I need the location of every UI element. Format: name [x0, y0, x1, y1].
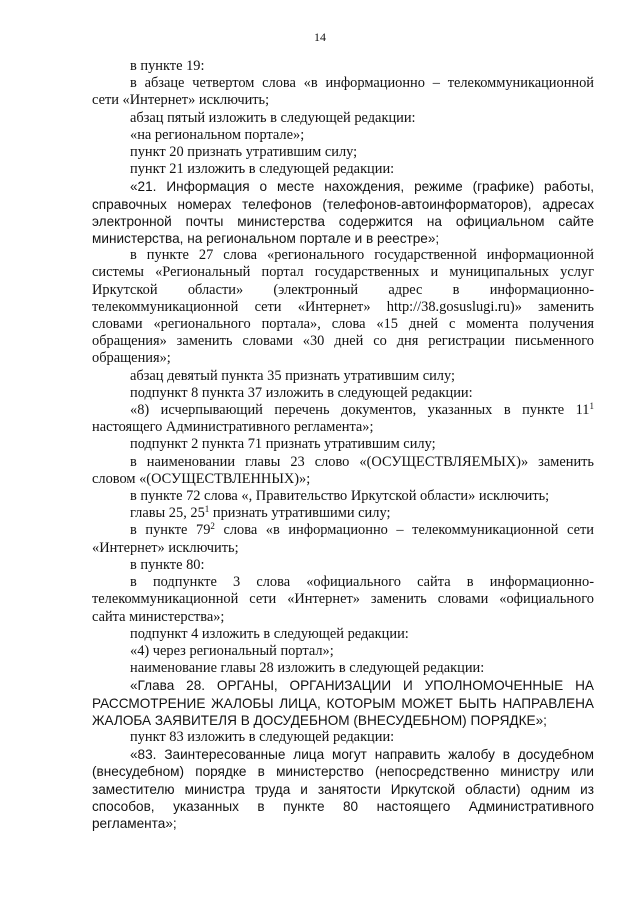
paragraph: в пункте $79^2$ слова «в информационно – телекоммуникационной сети «Интернет» исключить; [92, 521, 594, 556]
paragraph: пункт 83 изложить в следующей редакции: [130, 728, 395, 745]
paragraph: «21. Информация о месте нахождения, режиме (графике) работы, справочных номерах телефонов (телефонов-автоинформаторов), адресах электронной почты министерства содержится на официальном сайте министерства, на региональном портале и в реестре»; [92, 179, 594, 247]
paragraph: подпункт 4 изложить в следующей редакции: [130, 625, 409, 642]
paragraph: в пункте 19: [130, 58, 205, 74]
paragraph: пункт 21 изложить в следующей редакции: [130, 161, 395, 178]
paragraph: «8) исчерпывающий перечень документов, указанных в пункте $11^1$ настоящего Административного регламента»; [92, 401, 594, 436]
paragraph: подпункт 2 пункта 71 признать утратившим силу; [130, 436, 436, 453]
document-body [92, 58, 594, 832]
paragraph: «83. Заинтересованные лица могут направить жалобу в досудебном (внесудебном) порядке в министерство (непосредственно министру или заместителю министра труда и занятости Иркутской области) одним из способов, указанных в пункте 80 настоящего Административного регламента»; [92, 747, 594, 831]
paragraph: наименование главы 28 изложить в следующей редакции: [130, 660, 485, 677]
paragraph: главы 25, $25^1$ признать утратившими силу; [130, 504, 391, 522]
paragraph: абзац девятый пункта 35 признать утратившим силу; [130, 367, 455, 384]
superscript: 2 [210, 521, 215, 532]
paragraph: подпункт 8 пункта 37 изложить в следующей редакции: [130, 384, 473, 401]
paragraph: «на региональном портале»; [130, 126, 305, 143]
paragraph: в пункте 27 слова «регионального государственной информационной системы «Региональный портал государственных и муниципальных услуг Иркутской области» (электронный адрес в информационно-телекоммуникационной сети «Интернет» http://38.gosuslugi.ru)» заменить словами «регионального портала», слова «15 дней с момента получения обращения» заменить словами «30 дней со дня регистрации письменного обращения»; [92, 247, 594, 367]
paragraph: в наименовании главы 23 слово «(ОСУЩЕСТВЛЯЕМЫХ)» заменить словом «(ОСУЩЕСТВЛЕННЫХ)»; [92, 453, 594, 487]
paragraph: пункт 20 признать утратившим силу; [130, 144, 358, 161]
paragraph: в абзаце четвертом слова «в информационно – телекоммуникационной сети «Интернет» исключить; [92, 75, 594, 109]
paragraph: в подпункте 3 слова «официального сайта в информационно-телекоммуникационной сети «Интернет» заменить словами «официального сайта министерства»; [92, 574, 594, 625]
paragraph: абзац пятый изложить в следующей редакции: [130, 109, 416, 126]
paragraph: в пункте 72 слова «, Правительство Иркутской области» исключить; [130, 488, 550, 505]
paragraph: в пункте 80: [130, 556, 205, 573]
superscript: 1 [589, 401, 594, 412]
page-number: 14 [314, 30, 326, 44]
paragraph: «Глава 28. ОРГАНЫ, ОРГАНИЗАЦИИ И УПОЛНОМОЧЕННЫЕ НА РАССМОТРЕНИЕ ЖАЛОБЫ ЛИЦА, КОТОРЫМ МОЖЕТ БЫТЬ НАПРАВЛЕНА ЖАЛОБА ЗАЯВИТЕЛЯ В ДОСУДЕБНОМ (ВНЕСУДЕБНОМ) ПОРЯДКЕ»; [92, 678, 594, 728]
superscript: 1 [204, 504, 210, 515]
paragraph: «4) через региональный портал»; [130, 642, 334, 659]
